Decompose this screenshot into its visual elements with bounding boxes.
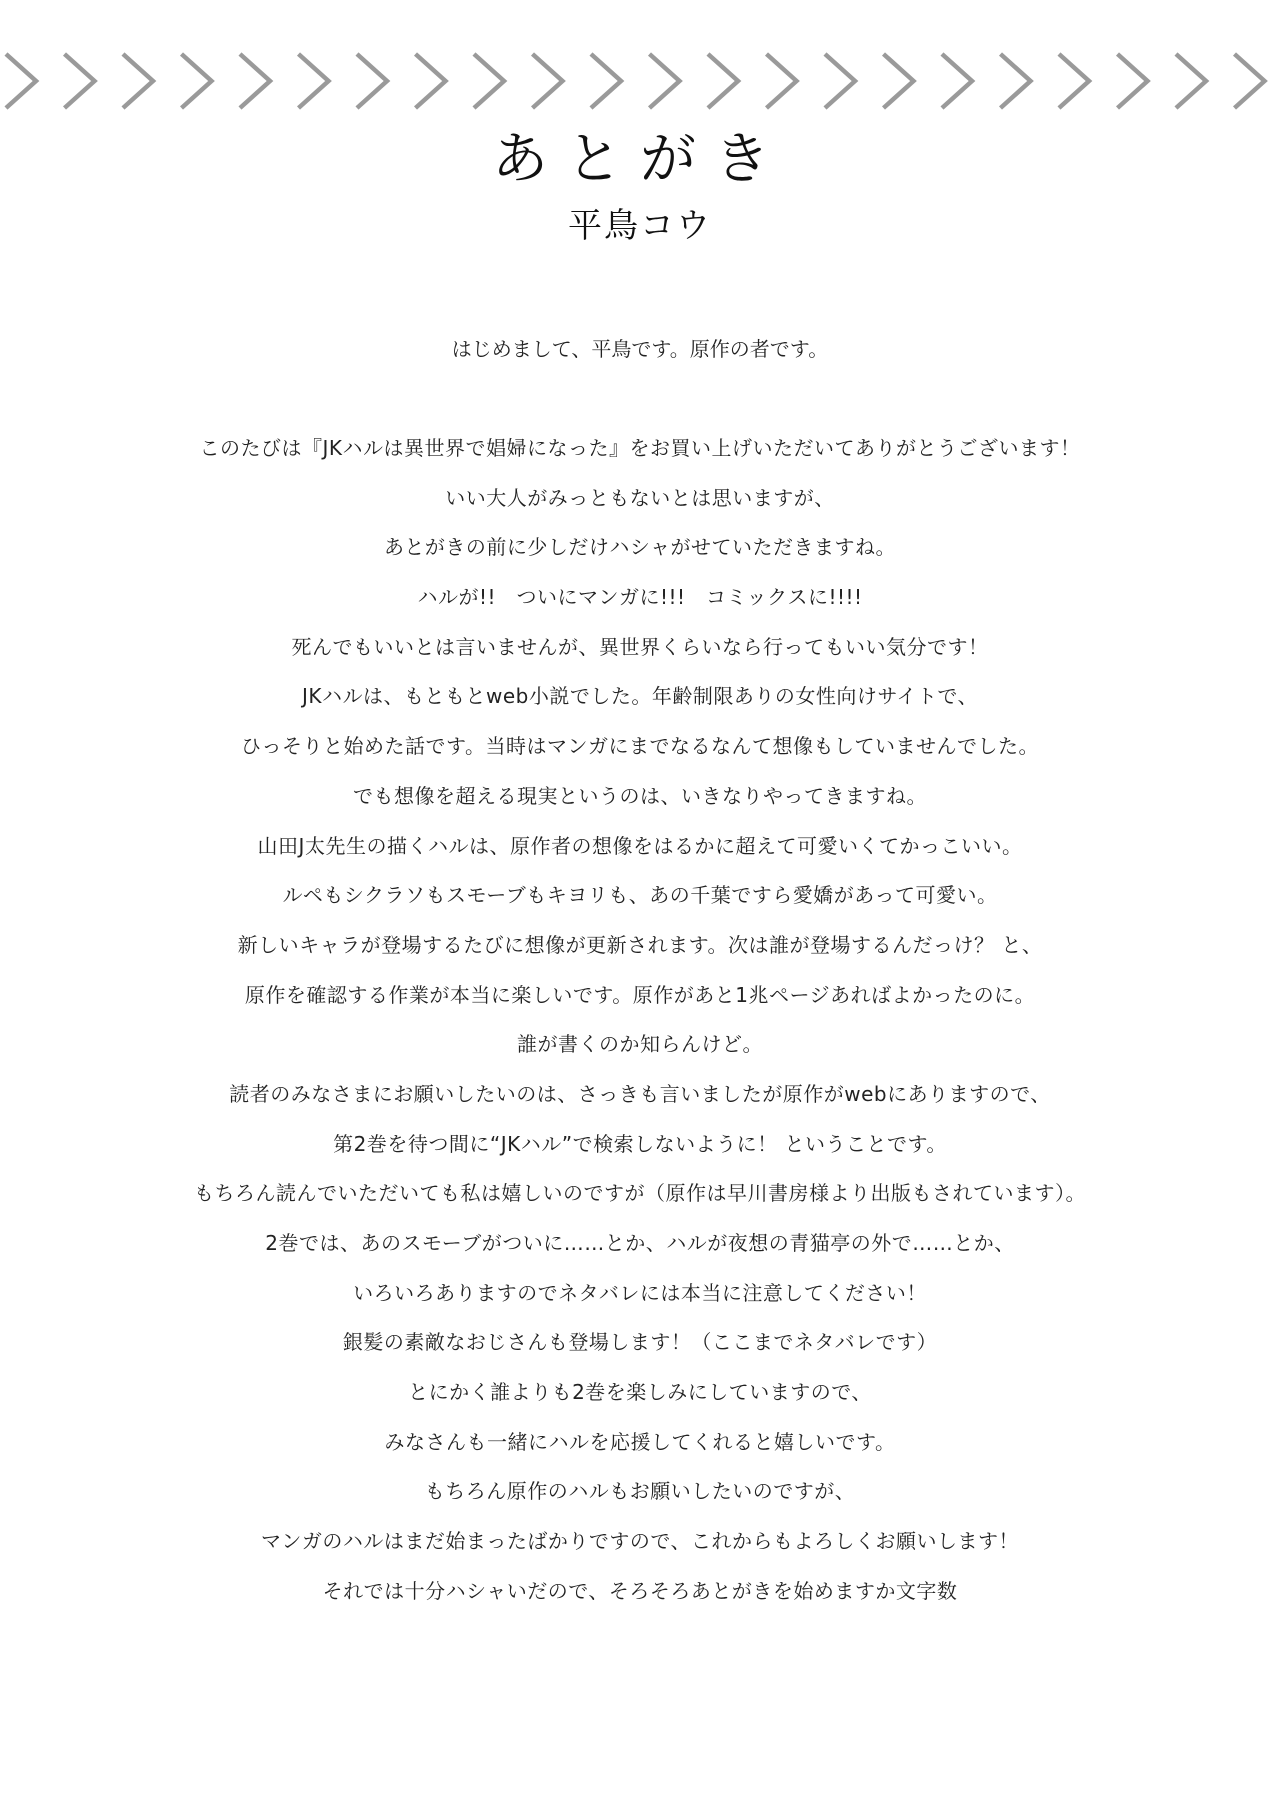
body-line: JKハルは、もともとweb小説でした。年齢制限ありの女性向けサイトで、 [301, 684, 979, 709]
author-name: 平鳥コウ [568, 206, 712, 246]
chevron-border-decoration [0, 50, 1280, 112]
chevron-right-icon [6, 54, 36, 108]
chevron-right-icon [650, 54, 680, 108]
body-line: みなさんも一緒にハルを応援してくれると嬉しいです。 [384, 1429, 896, 1454]
body-line: あとがきの前に少しだけハシャがせていただきますね。 [383, 535, 897, 560]
chevron-right-icon [708, 54, 738, 108]
body-line: 原作を確認する作業が本当に楽しいです。原作があと1兆ページあればよかったのに。 [244, 982, 1036, 1007]
chevron-right-icon [299, 54, 329, 108]
body-line: 2巻では、あのスモーブがついに……とか、ハルが夜想の青猫亭の外で……とか、 [265, 1231, 1015, 1255]
body-line: もちろん原作のハルもお願いしたいのですが、 [424, 1479, 856, 1504]
body-line: このたびは『JKハルは異世界で娼婦になった』をお買い上げいただいてありがとうございます！ [199, 436, 1081, 460]
chevron-right-icon [182, 54, 212, 108]
page-title: あとがき [492, 127, 788, 192]
chevron-right-icon [1059, 54, 1089, 108]
intro-text: はじめまして、平鳥です。原作の者です。 [451, 337, 829, 361]
body-line: ひっそりと始めた話です。当時はマンガにまでなるなんて想像もしていませんでした。 [241, 734, 1039, 759]
chevron-right-icon [1118, 54, 1148, 108]
chevron-right-icon [416, 54, 446, 108]
chevron-right-icon [767, 54, 797, 108]
chevron-right-icon [1235, 54, 1265, 108]
chevron-right-icon [123, 54, 153, 108]
chevron-right-icon [533, 54, 563, 108]
chevron-right-icon [591, 54, 621, 108]
body-line: 第2巻を待つ間に“JKハル”で検索しないように！ ということです。 [333, 1131, 947, 1156]
afterword-body [0, 432, 1280, 1625]
body-line: 誰が書くのか知らんけど。 [517, 1032, 763, 1057]
chevron-right-icon [240, 54, 270, 108]
body-line: それでは十分ハシャいだので、そろそろあとがきを始めますか文字数 [322, 1578, 958, 1603]
chevron-right-icon [825, 54, 855, 108]
body-line: いろいろありますのでネタバレには本当に注意してください！ [353, 1280, 927, 1305]
body-line: いい大人がみっともないとは思いますが、 [445, 485, 835, 510]
body-line: でも想像を超える現実というのは、いきなりやってきますね。 [353, 783, 927, 808]
body-line: もちろん読んでいただいても私は嬉しいのですが（原作は早川書房様より出版もされています）。 [194, 1181, 1086, 1206]
chevron-right-icon [357, 54, 387, 108]
body-line: ハルが!! ついにマンガに!!! コミックスに!!!! [417, 585, 863, 610]
chevron-right-icon [1001, 54, 1031, 108]
chevron-right-icon [65, 54, 95, 108]
chevron-right-icon [474, 54, 504, 108]
body-line: 山田J太先生の描くハルは、原作者の想像をはるかに超えて可愛いくてかっこいい。 [257, 833, 1023, 858]
body-line: マンガのハルはまだ始まったばかりですので、これからもよろしくお願いします！ [260, 1529, 1020, 1554]
body-line: 銀髪の素敵なおじさんも登場します！（ここまでネタバレです） [342, 1330, 938, 1355]
chevron-right-icon [942, 54, 972, 108]
body-line: とにかく誰よりも2巻を楽しみにしていますので、 [408, 1380, 872, 1405]
chevron-right-icon [1176, 54, 1206, 108]
body-line: 死んでもいいとは言いませんが、異世界くらいなら行ってもいい気分です！ [291, 634, 989, 659]
body-line: 読者のみなさまにお願いしたいのは、さっきも言いましたが原作がwebにありますので、 [229, 1081, 1051, 1106]
body-line: ルペもシクラソもスモーブもキヨリも、あの千葉ですら愛嬌があって可愛い。 [282, 883, 998, 908]
chevron-right-icon [884, 54, 914, 108]
body-line: 新しいキャラが登場するたびに想像が更新されます。次は誰が登場するんだっけ？ と、 [237, 932, 1043, 957]
